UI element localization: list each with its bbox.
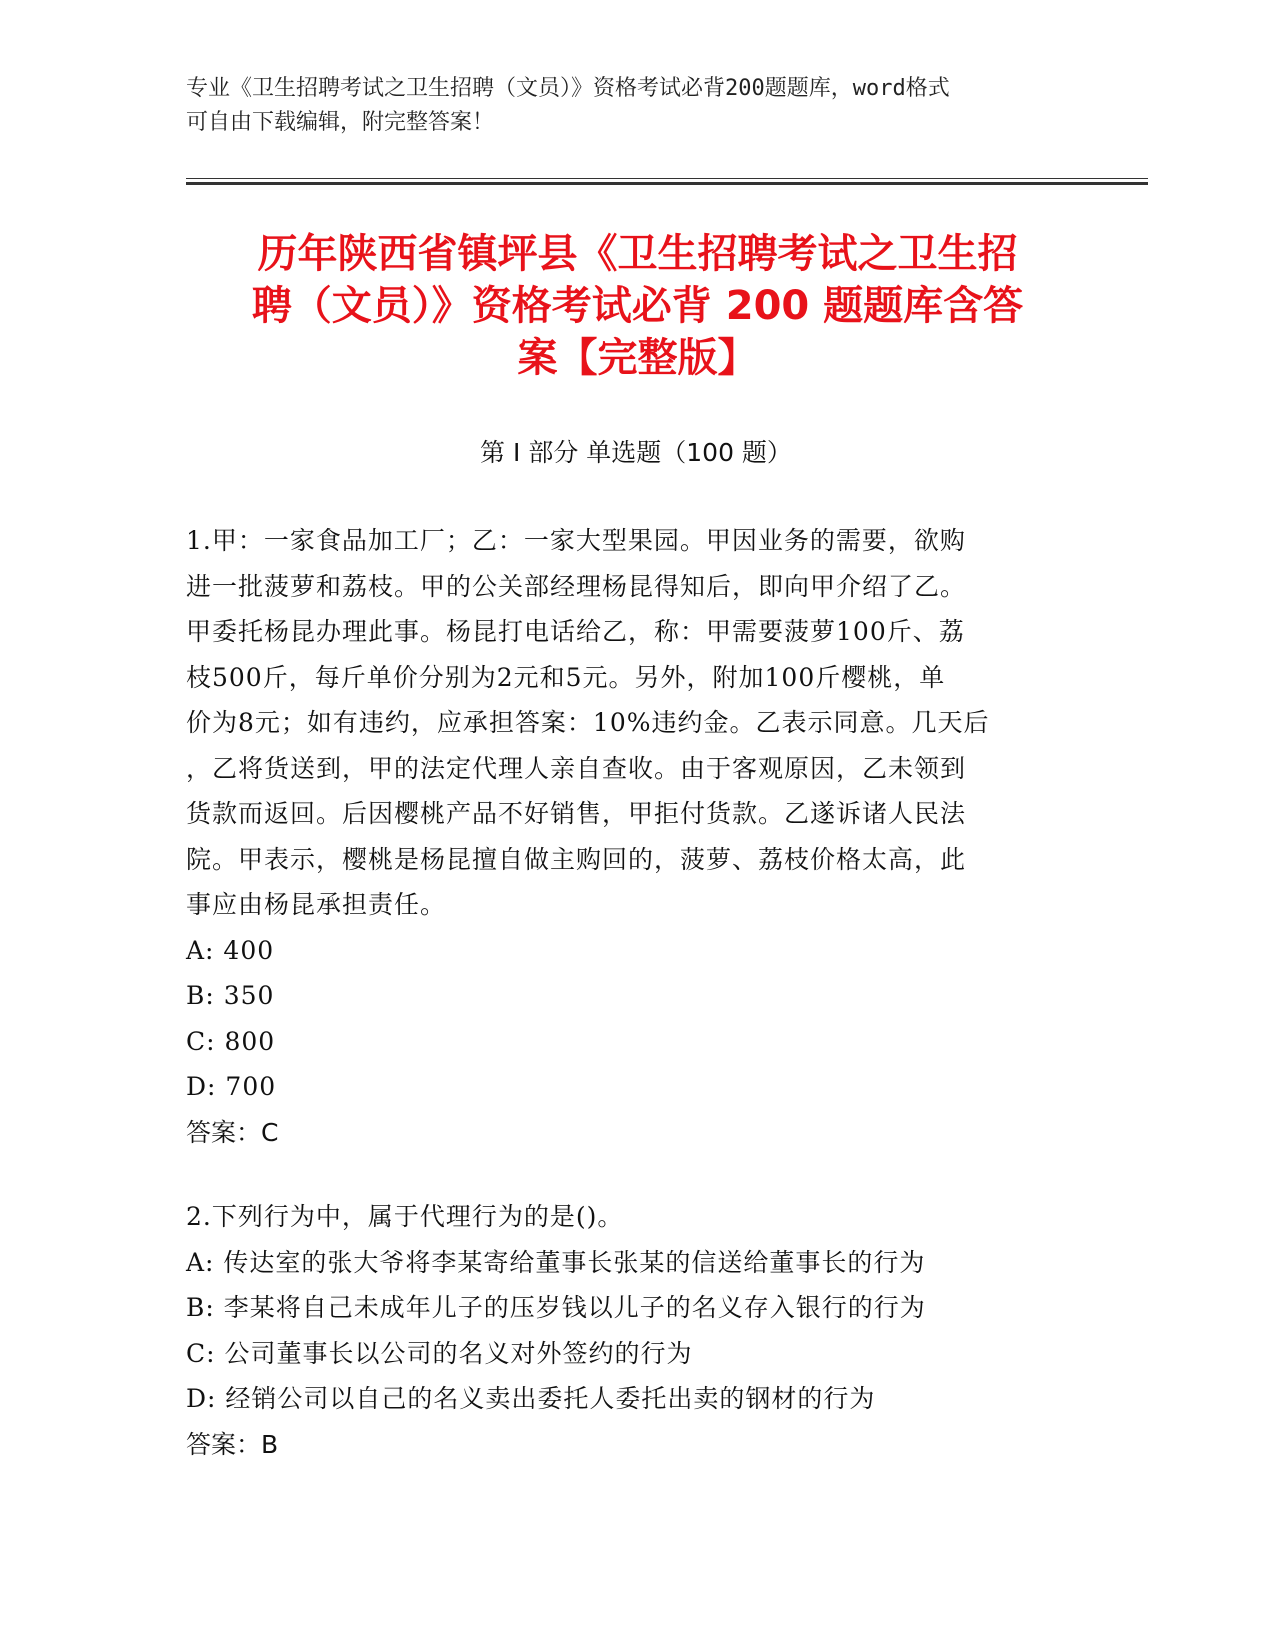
question-2-option-a: A: 传达室的张大爷将李某寄给董事长张某的信送给董事长的行为: [186, 1247, 926, 1277]
question-1-stem-line: ，乙将货送到，甲的法定代理人亲自查收。由于客观原因，乙未领到: [186, 753, 967, 783]
question-1-stem-line: 价为8元；如有违约，应承担答案：10%违约金。乙表示同意。几天后: [186, 708, 990, 737]
question-1-answer: 答案：C: [186, 1117, 279, 1147]
question-1-stem-line: 事应由杨昆承担责任。: [186, 890, 447, 919]
question-2: [186, 1194, 1066, 1467]
header-note: [186, 72, 1066, 140]
question-2-answer: 答案：B: [186, 1429, 279, 1459]
document-title-line-1: 历年陕西省镇坪县《卫生招聘考试之卫生招: [257, 231, 1018, 277]
question-2-option-d: D: 经销公司以自己的名义卖出委托人委托出卖的钢材的行为: [186, 1384, 876, 1413]
document-title-line-2: 聘（文员）》资格考试必背 200 题题库含答: [251, 283, 1024, 329]
question-1-stem-line: 枝500斤，每斤单价分别为2元和5元。另外，附加100斤樱桃，单: [186, 662, 946, 692]
question-1-option-a: A: 400: [186, 935, 275, 965]
document-title: [150, 228, 1125, 384]
header-divider-thick: [186, 182, 1148, 185]
question-1-option-d: D: 700: [186, 1072, 277, 1101]
question-1-stem-line: 院。甲表示，樱桃是杨昆擅自做主购回的，菠萝、荔枝价格太高，此: [186, 844, 967, 874]
header-note-line-2: 可自由下载编辑，附完整答案！: [186, 110, 495, 135]
question-1: [186, 518, 1066, 1155]
header-note-line-1: 专业《卫生招聘考试之卫生招聘（文员）》资格考试必背200题题库，word格式: [186, 76, 950, 101]
question-1-stem-line: 甲委托杨昆办理此事。杨昆打电话给乙，称：甲需要菠萝100斤、荔: [186, 617, 965, 646]
question-1-stem-line: 进一批菠萝和荔枝。甲的公关部经理杨昆得知后，即向甲介绍了乙。: [186, 571, 967, 601]
document-title-line-3: 案【完整版】: [517, 335, 758, 381]
question-2-option-c: C: 公司董事长以公司的名义对外签约的行为: [186, 1338, 693, 1368]
question-1-stem-line: 1.甲：一家食品加工厂；乙：一家大型果园。甲因业务的需要，欲购: [186, 526, 966, 555]
question-1-option-b: B: 350: [186, 981, 275, 1010]
question-2-stem: [186, 1194, 1066, 1240]
question-1-stem: [186, 518, 1066, 928]
question-1-stem-line: 货款而返回。后因樱桃产品不好销售，甲拒付货款。乙遂诉诸人民法: [186, 799, 967, 828]
header-divider-thin: [186, 178, 1148, 179]
question-1-option-c: C: 800: [186, 1026, 276, 1056]
section-title: 第 I 部分 单选题（100 题）: [480, 438, 792, 467]
question-2-stem-line: 2.下列行为中，属于代理行为的是()。: [186, 1202, 624, 1231]
question-2-option-b: B: 李某将自己未成年儿子的压岁钱以儿子的名义存入银行的行为: [186, 1293, 926, 1322]
